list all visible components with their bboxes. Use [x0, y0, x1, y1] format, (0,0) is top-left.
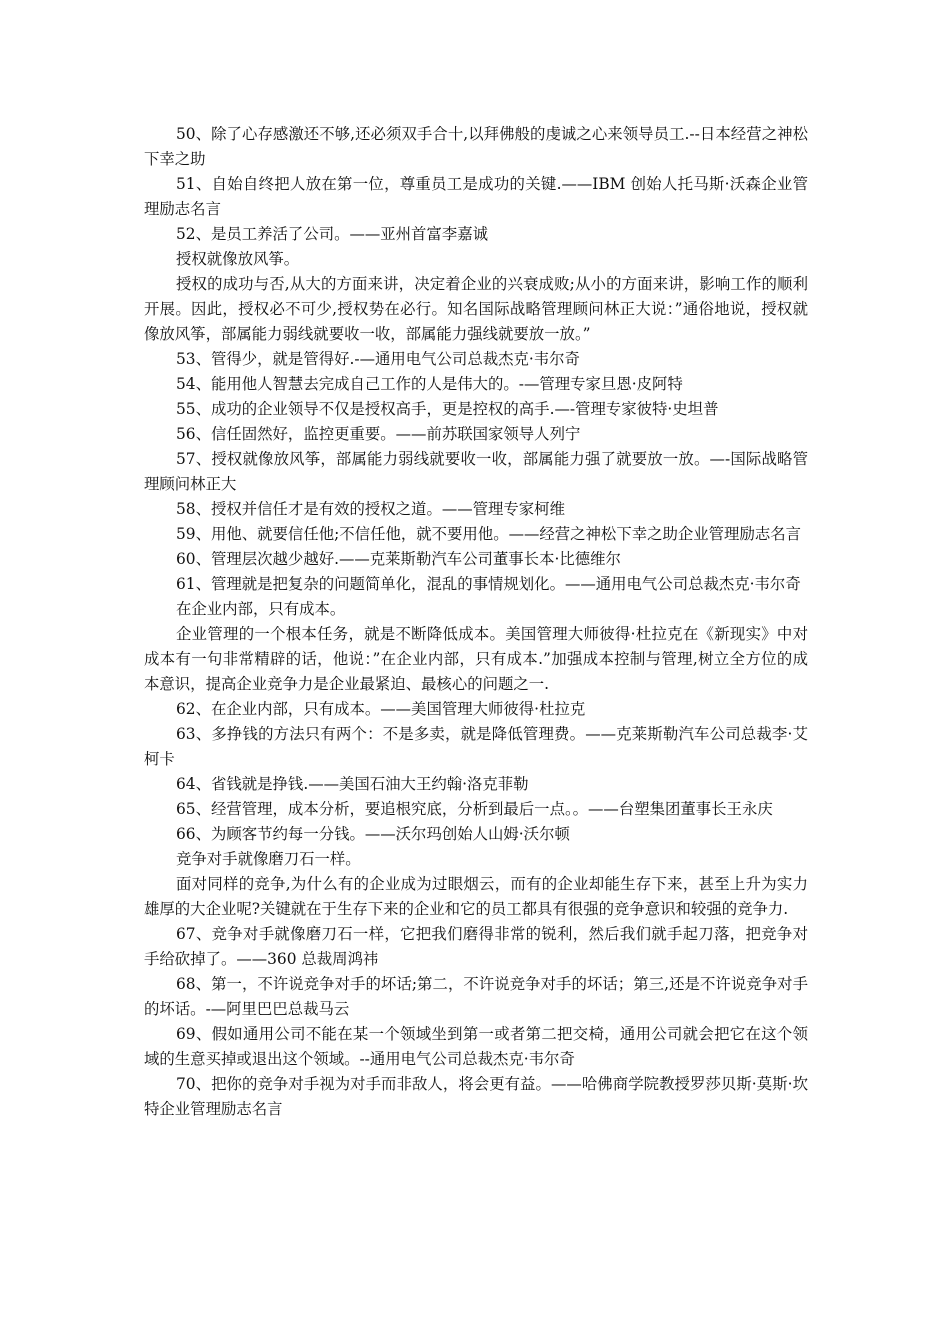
paragraph-competition-intro: 面对同样的竞争,为什么有的企业成为过眼烟云，而有的企业却能生存下来，甚至上升为实力雄厚的大企业呢?关键就在于生存下来的企业和它的员工都具有很强的竞争意识和较强的竞争力. — [144, 875, 808, 918]
paragraph-quote-56: 56、信任固然好，监控更重要。——前苏联国家领导人列宁 — [176, 425, 581, 443]
paragraph-quote-62: 62、在企业内部，只有成本。——美国管理大师彼得·杜拉克 — [176, 700, 586, 718]
paragraph-quote-67: 67、竞争对手就像磨刀石一样，它把我们磨得非常的锐利，然后我们就手起刀落，把竞争对手给砍掉了。——360 总裁周鸿祎 — [144, 925, 808, 968]
paragraph-quote-63: 63、多挣钱的方法只有两个：不是多卖，就是降低管理费。——克莱斯勒汽车公司总裁李·艾柯卡 — [144, 725, 808, 768]
paragraph-quote-52: 52、是员工养活了公司。——亚州首富李嘉诚 — [176, 225, 489, 243]
paragraph-quote-60: 60、管理层次越少越好.——克莱斯勒汽车公司董事长本·比德维尔 — [176, 550, 621, 568]
paragraph-quote-54: 54、能用他人智慧去完成自己工作的人是伟大的。-—管理专家旦恩·皮阿特 — [176, 375, 683, 393]
paragraph-quote-57: 57、授权就像放风筝，部属能力弱线就要收一收，部属能力强了就要放一放。—-国际战略管理顾问林正大 — [144, 450, 808, 493]
paragraph-quote-55: 55、成功的企业领导不仅是授权高手，更是控权的高手.—-管理专家彼特·史坦普 — [176, 400, 719, 418]
paragraph-quote-70: 70、把你的竞争对手视为对手而非敌人，将会更有益。——哈佛商学院教授罗莎贝斯·莫斯·坎特企业管理励志名言 — [144, 1075, 808, 1118]
paragraph-quote-66: 66、为顾客节约每一分钱。——沃尔玛创始人山姆·沃尔顿 — [176, 825, 570, 843]
section-heading-delegation: 授权就像放风筝。 — [176, 250, 300, 268]
paragraph-cost-intro: 企业管理的一个根本任务，就是不断降低成本。美国管理大师彼得·杜拉克在《新现实》中对成本有一句非常精辟的话，他说：”在企业内部，只有成本.”加强成本控制与管理,树立全方位的成本意识，提高企业竞争力是企业最紧迫、最核心的问题之一. — [144, 625, 808, 693]
paragraph-quote-50: 50、除了心存感激还不够,还必须双手合十,以拜佛般的虔诚之心来领导员工.--日本经营之神松下幸之助 — [144, 125, 808, 168]
paragraph-quote-58: 58、授权并信任才是有效的授权之道。——管理专家柯维 — [176, 500, 565, 518]
paragraph-quote-69: 69、假如通用公司不能在某一个领域坐到第一或者第二把交椅，通用公司就会把它在这个领域的生意买掉或退出这个领域。--通用电气公司总裁杰克·韦尔奇 — [144, 1025, 808, 1068]
paragraph-quote-68: 68、第一，不许说竞争对手的坏话;第二，不许说竞争对手的坏话；第三,还是不许说竞争对手的坏话。-—阿里巴巴总裁马云 — [144, 975, 808, 1018]
paragraph-quote-59: 59、用他、就要信任他;不信任他，就不要用他。——经营之神松下幸之助企业管理励志名言 — [176, 525, 802, 543]
paragraph-quote-64: 64、省钱就是挣钱.——美国石油大王约翰·洛克菲勒 — [176, 775, 529, 793]
paragraph-delegation-intro: 授权的成功与否,从大的方面来讲，决定着企业的兴衰成败;从小的方面来讲，影响工作的顺利开展。因此，授权必不可少,授权势在必行。知名国际战略管理顾问林正大说：”通俗地说，授权就像放风筝，部属能力弱线就要收一收，部属能力强线就要放一放。” — [144, 275, 808, 343]
paragraph-quote-61: 61、管理就是把复杂的问题简单化，混乱的事情规划化。——通用电气公司总裁杰克·韦尔奇 — [176, 575, 801, 593]
section-heading-competition: 竞争对手就像磨刀石一样。 — [176, 850, 361, 868]
section-heading-cost: 在企业内部，只有成本。 — [176, 600, 346, 618]
document-page — [144, 122, 808, 1122]
paragraph-quote-65: 65、经营管理，成本分析，要追根究底，分析到最后一点。。——台塑集团董事长王永庆 — [176, 800, 773, 818]
paragraph-quote-53: 53、管得少，就是管得好.-—通用电气公司总裁杰克·韦尔奇 — [176, 350, 580, 368]
paragraph-quote-51: 51、自始自终把人放在第一位，尊重员工是成功的关键.——IBM 创始人托马斯·沃森企业管理励志名言 — [144, 175, 808, 218]
